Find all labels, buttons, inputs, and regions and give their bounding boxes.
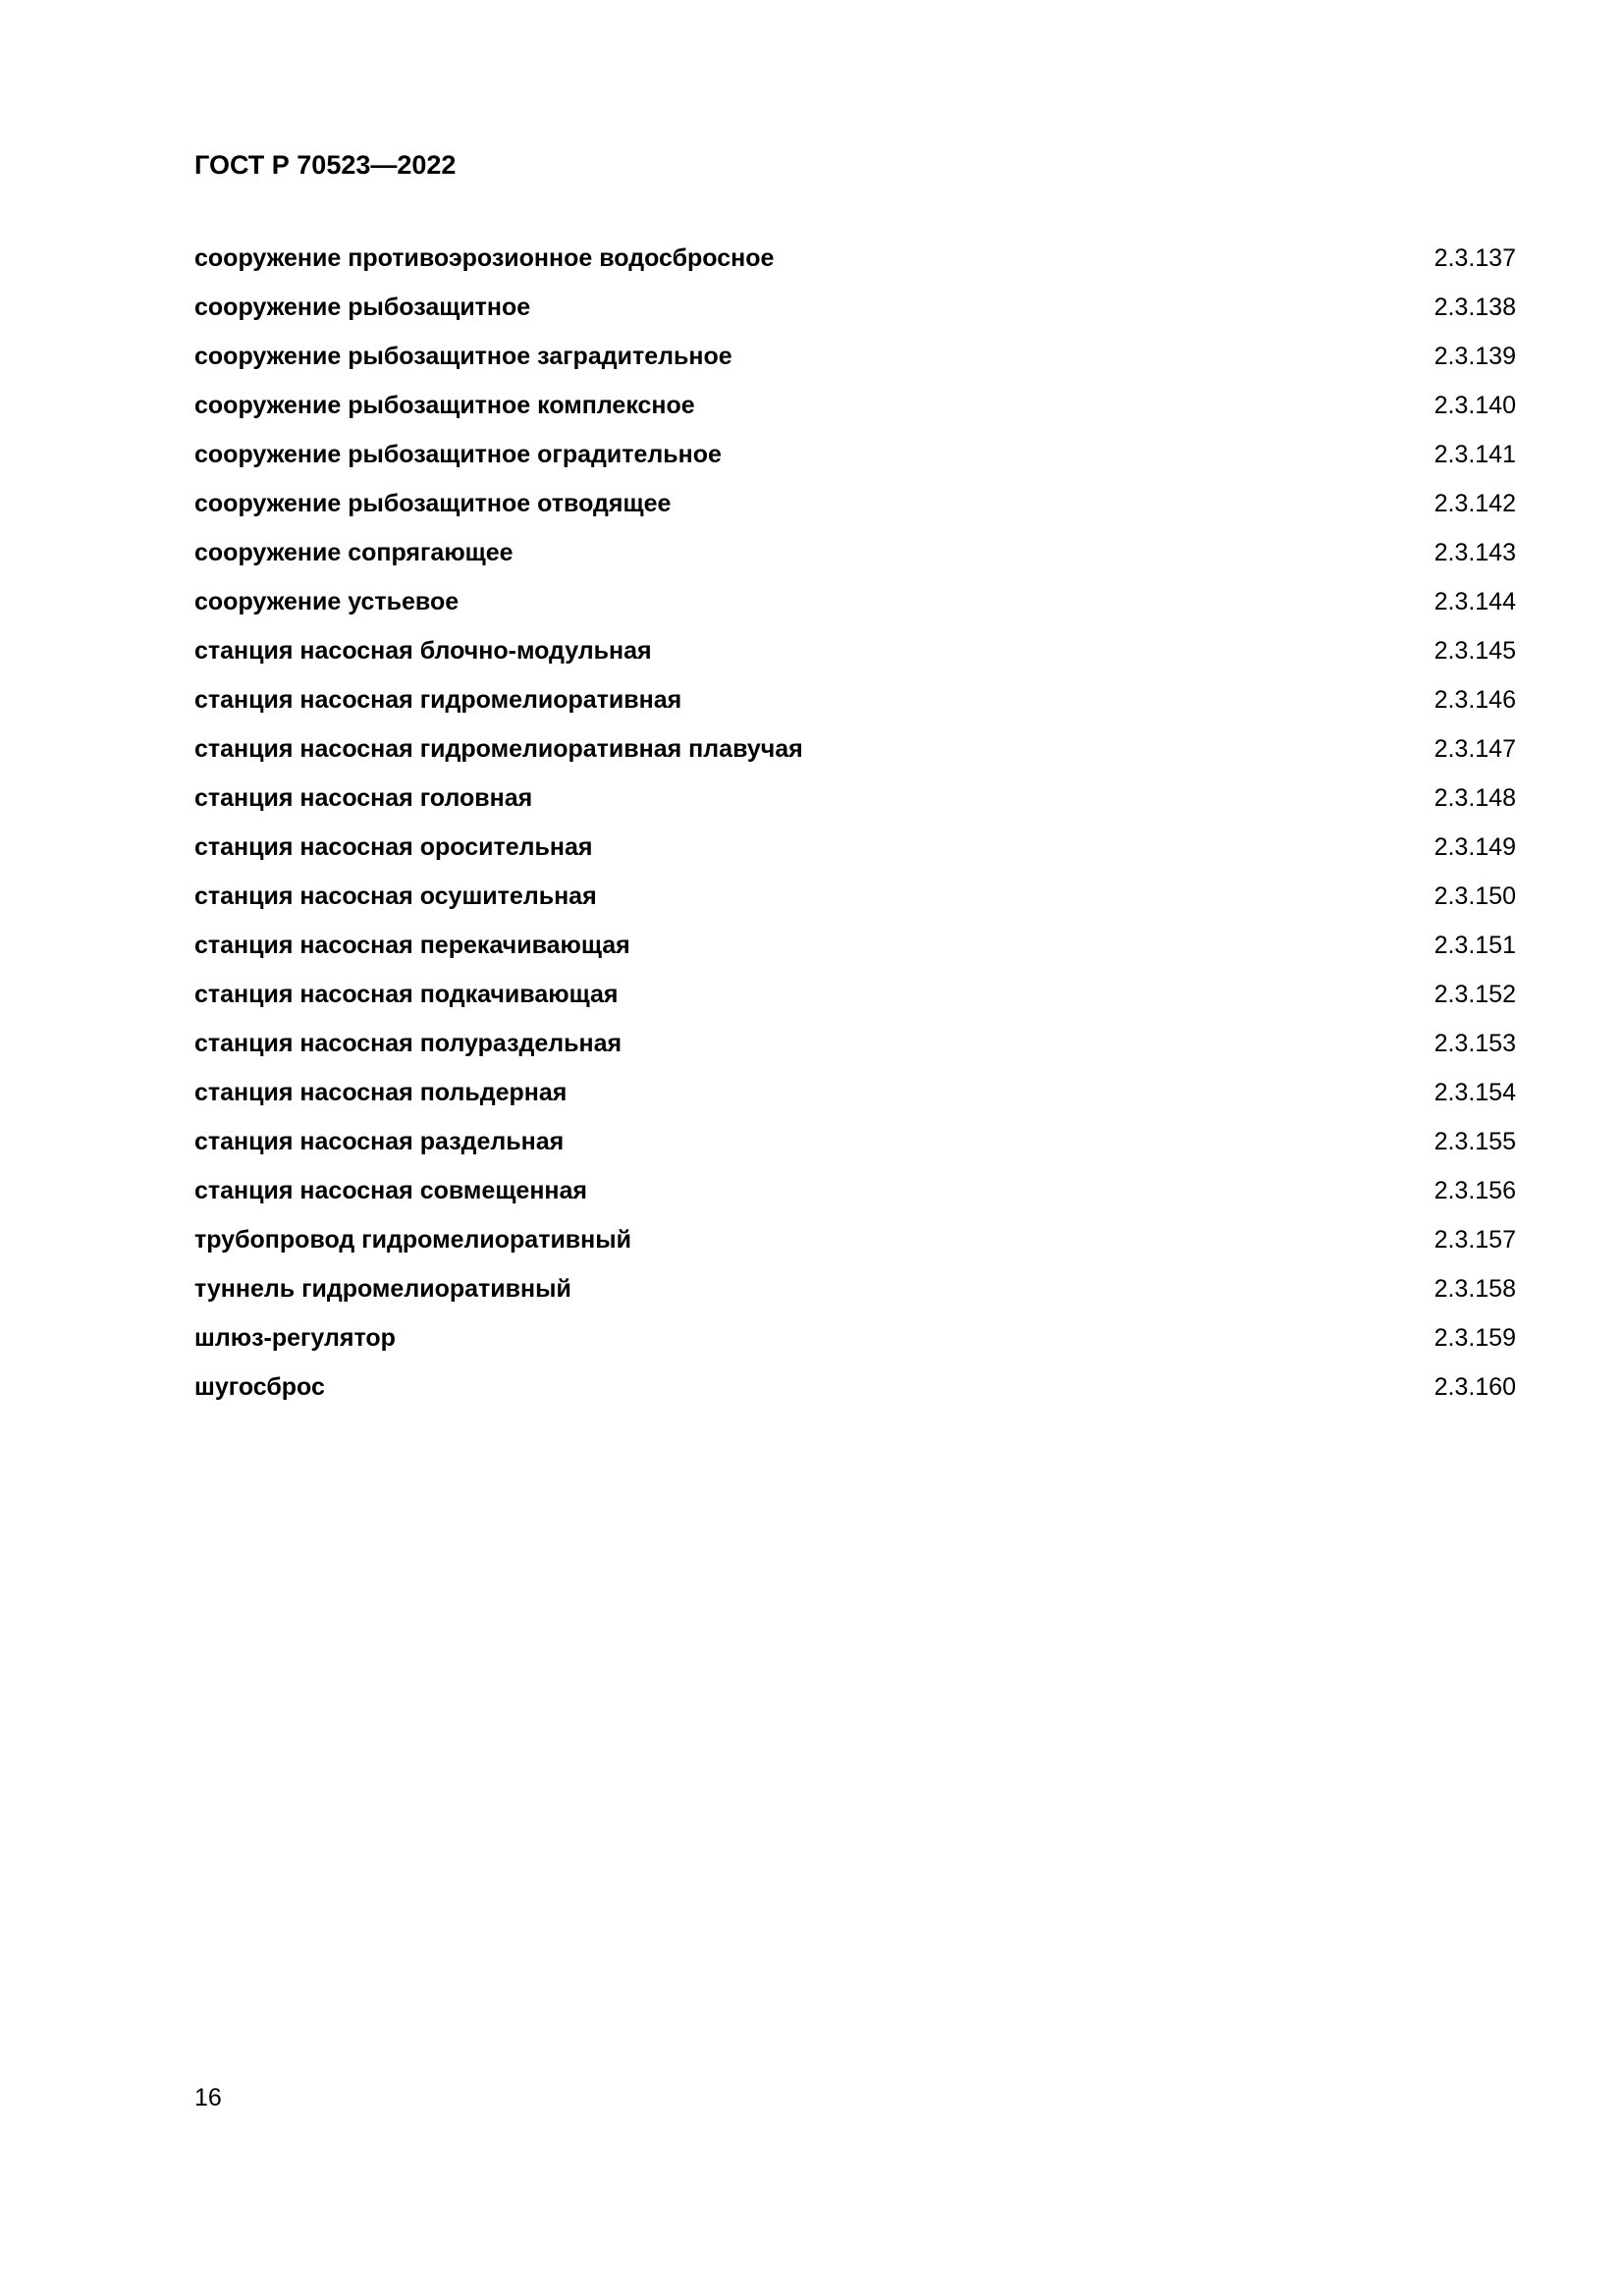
index-ref: 2.3.148 — [1434, 784, 1516, 812]
index-ref: 2.3.155 — [1434, 1128, 1516, 1155]
index-entry — [194, 1171, 1516, 1220]
index-entry — [194, 1367, 1516, 1416]
index-ref: 2.3.158 — [1434, 1275, 1516, 1303]
index-ref: 2.3.151 — [1434, 932, 1516, 959]
index-term: станция насосная перекачивающая — [194, 932, 630, 959]
index-ref: 2.3.137 — [1434, 244, 1516, 272]
index-ref: 2.3.160 — [1434, 1373, 1516, 1401]
index-term: станция насосная полураздельная — [194, 1030, 623, 1057]
index-ref: 2.3.159 — [1434, 1324, 1516, 1352]
page-number: 16 — [194, 2084, 222, 2111]
index-ref: 2.3.139 — [1434, 343, 1516, 370]
index-entry — [194, 288, 1516, 337]
index-entry — [194, 680, 1516, 729]
index-term: станция насосная гидромелиоративная — [194, 686, 682, 714]
index-term: сооружение рыбозащитное — [194, 294, 531, 321]
index-term: туннель гидромелиоративный — [194, 1275, 571, 1303]
index-entry — [194, 778, 1516, 828]
index-entry — [194, 533, 1516, 582]
index-ref: 2.3.145 — [1434, 637, 1516, 665]
index-term: станция насосная головная — [194, 784, 533, 812]
index-term: станция насосная совмещенная — [194, 1177, 588, 1204]
index-term: шугосброс — [194, 1373, 325, 1401]
index-term: сооружение рыбозащитное комплексное — [194, 392, 695, 419]
index-term: станция насосная осушительная — [194, 882, 597, 910]
index-entry — [194, 1073, 1516, 1122]
index-term: станция насосная блочно-модульная — [194, 637, 652, 665]
index-entry — [194, 239, 1516, 288]
index-ref: 2.3.140 — [1434, 392, 1516, 419]
index-entry — [194, 1024, 1516, 1073]
index-entry — [194, 435, 1516, 484]
index-term: станция насосная раздельная — [194, 1128, 565, 1155]
index-ref: 2.3.152 — [1434, 981, 1516, 1008]
index-entry — [194, 1122, 1516, 1171]
term-index-list — [194, 239, 1516, 1416]
index-entry — [194, 484, 1516, 533]
index-ref: 2.3.149 — [1434, 833, 1516, 861]
document-header: ГОСТ Р 70523—2022 — [194, 150, 457, 180]
index-entry — [194, 975, 1516, 1024]
index-entry — [194, 828, 1516, 877]
index-ref: 2.3.157 — [1434, 1226, 1516, 1254]
index-ref: 2.3.143 — [1434, 539, 1516, 566]
index-entry — [194, 1318, 1516, 1367]
index-term: трубопровод гидромелиоративный — [194, 1226, 631, 1254]
index-entry — [194, 1269, 1516, 1318]
index-entry — [194, 631, 1516, 680]
index-term: сооружение противоэрозионное водосбросное — [194, 244, 775, 272]
index-ref: 2.3.147 — [1434, 735, 1516, 763]
index-term: сооружение рыбозащитное заградительное — [194, 343, 732, 370]
index-term: станция насосная оросительная — [194, 833, 593, 861]
index-entry — [194, 729, 1516, 778]
index-ref: 2.3.154 — [1434, 1079, 1516, 1106]
index-term: сооружение рыбозащитное оградительное — [194, 441, 722, 468]
index-ref: 2.3.156 — [1434, 1177, 1516, 1204]
index-entry — [194, 386, 1516, 435]
index-term: шлюз-регулятор — [194, 1324, 396, 1352]
index-entry — [194, 926, 1516, 975]
index-entry — [194, 582, 1516, 631]
index-term: сооружение рыбозащитное отводящее — [194, 490, 672, 517]
index-term: станция насосная гидромелиоративная плавучая — [194, 735, 803, 763]
index-ref: 2.3.144 — [1434, 588, 1516, 615]
index-term: станция насосная подкачивающая — [194, 981, 619, 1008]
index-ref: 2.3.153 — [1434, 1030, 1516, 1057]
index-term: сооружение сопрягающее — [194, 539, 514, 566]
index-entry — [194, 337, 1516, 386]
index-entry — [194, 877, 1516, 926]
index-term: сооружение устьевое — [194, 588, 460, 615]
index-ref: 2.3.141 — [1434, 441, 1516, 468]
index-ref: 2.3.138 — [1434, 294, 1516, 321]
index-ref: 2.3.150 — [1434, 882, 1516, 910]
index-term: станция насосная польдерная — [194, 1079, 568, 1106]
index-entry — [194, 1220, 1516, 1269]
index-ref: 2.3.146 — [1434, 686, 1516, 714]
index-ref: 2.3.142 — [1434, 490, 1516, 517]
